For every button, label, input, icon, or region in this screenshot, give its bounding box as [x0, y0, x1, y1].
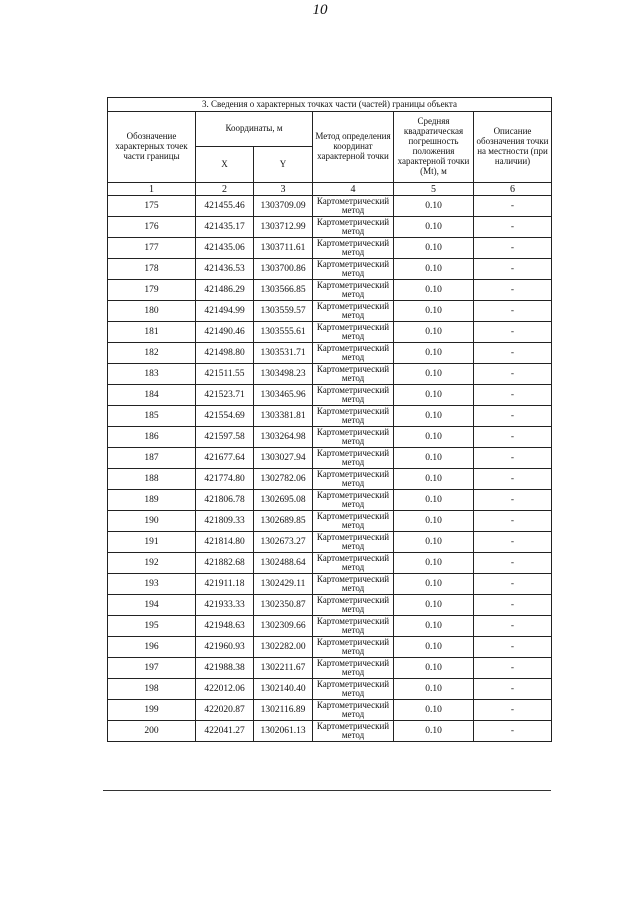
error-cell: 0.10	[394, 259, 474, 280]
point-cell: 182	[108, 343, 196, 364]
x-coordinate-cell: 421486.29	[196, 280, 254, 301]
error-cell: 0.10	[394, 343, 474, 364]
table-body	[108, 196, 552, 742]
point-cell: 190	[108, 511, 196, 532]
table-row	[108, 217, 552, 238]
column-numbers-row	[108, 183, 552, 196]
y-coordinate-cell: 1302488.64	[254, 553, 313, 574]
x-coordinate-cell: 421554.69	[196, 406, 254, 427]
error-cell: 0.10	[394, 490, 474, 511]
error-cell: 0.10	[394, 385, 474, 406]
method-cell: Картометрический метод	[313, 616, 394, 637]
description-cell: -	[474, 700, 552, 721]
y-coordinate-cell: 1303700.86	[254, 259, 313, 280]
y-coordinate-cell: 1302350.87	[254, 595, 313, 616]
method-cell: Картометрический метод	[313, 448, 394, 469]
y-coordinate-cell: 1302695.08	[254, 490, 313, 511]
column-number: 2	[196, 183, 254, 196]
x-coordinate-cell: 421436.53	[196, 259, 254, 280]
description-cell: -	[474, 280, 552, 301]
description-cell: -	[474, 616, 552, 637]
method-cell: Картометрический метод	[313, 196, 394, 217]
method-cell: Картометрический метод	[313, 511, 394, 532]
method-cell: Картометрический метод	[313, 637, 394, 658]
page-number: 10	[312, 2, 328, 18]
y-coordinate-cell: 1302673.27	[254, 532, 313, 553]
x-coordinate-cell: 421498.80	[196, 343, 254, 364]
method-cell: Картометрический метод	[313, 301, 394, 322]
x-coordinate-cell: 421933.33	[196, 595, 254, 616]
method-cell: Картометрический метод	[313, 385, 394, 406]
x-coordinate-cell: 421806.78	[196, 490, 254, 511]
x-coordinate-cell: 422020.87	[196, 700, 254, 721]
description-cell: -	[474, 259, 552, 280]
description-cell: -	[474, 385, 552, 406]
point-cell: 176	[108, 217, 196, 238]
table-row	[108, 511, 552, 532]
method-cell: Картометрический метод	[313, 427, 394, 448]
y-coordinate-cell: 1302689.85	[254, 511, 313, 532]
table-row	[108, 658, 552, 679]
table-row	[108, 553, 552, 574]
table-row	[108, 595, 552, 616]
point-cell: 193	[108, 574, 196, 595]
y-coordinate-cell: 1302309.66	[254, 616, 313, 637]
description-cell: -	[474, 301, 552, 322]
error-cell: 0.10	[394, 574, 474, 595]
point-cell: 196	[108, 637, 196, 658]
error-cell: 0.10	[394, 217, 474, 238]
y-coordinate-cell: 1303027.94	[254, 448, 313, 469]
point-cell: 192	[108, 553, 196, 574]
header-point-designation: Обозначение характерных точек части границы	[108, 112, 196, 183]
method-cell: Картометрический метод	[313, 574, 394, 595]
error-cell: 0.10	[394, 364, 474, 385]
y-coordinate-cell: 1303465.96	[254, 385, 313, 406]
y-coordinate-cell: 1303709.09	[254, 196, 313, 217]
method-cell: Картометрический метод	[313, 553, 394, 574]
y-coordinate-cell: 1303711.61	[254, 238, 313, 259]
error-cell: 0.10	[394, 658, 474, 679]
table-row	[108, 385, 552, 406]
column-number: 6	[474, 183, 552, 196]
y-coordinate-cell: 1302116.89	[254, 700, 313, 721]
point-cell: 181	[108, 322, 196, 343]
error-cell: 0.10	[394, 448, 474, 469]
table-row	[108, 700, 552, 721]
error-cell: 0.10	[394, 721, 474, 742]
table-row	[108, 490, 552, 511]
x-coordinate-cell: 421435.06	[196, 238, 254, 259]
point-cell: 198	[108, 679, 196, 700]
point-cell: 179	[108, 280, 196, 301]
error-cell: 0.10	[394, 427, 474, 448]
description-cell: -	[474, 490, 552, 511]
description-cell: -	[474, 511, 552, 532]
y-coordinate-cell: 1303712.99	[254, 217, 313, 238]
point-cell: 185	[108, 406, 196, 427]
y-coordinate-cell: 1303555.61	[254, 322, 313, 343]
x-coordinate-cell: 421490.46	[196, 322, 254, 343]
x-coordinate-cell: 421494.99	[196, 301, 254, 322]
boundary-points-table	[107, 97, 552, 742]
error-cell: 0.10	[394, 196, 474, 217]
point-cell: 194	[108, 595, 196, 616]
description-cell: -	[474, 595, 552, 616]
method-cell: Картометрический метод	[313, 364, 394, 385]
point-cell: 178	[108, 259, 196, 280]
point-cell: 177	[108, 238, 196, 259]
description-cell: -	[474, 427, 552, 448]
y-coordinate-cell: 1302140.40	[254, 679, 313, 700]
x-coordinate-cell: 422012.06	[196, 679, 254, 700]
x-coordinate-cell: 422041.27	[196, 721, 254, 742]
method-cell: Картометрический метод	[313, 406, 394, 427]
method-cell: Картометрический метод	[313, 238, 394, 259]
header-coordinates: Координаты, м	[196, 112, 313, 147]
table-row	[108, 469, 552, 490]
table-row	[108, 364, 552, 385]
error-cell: 0.10	[394, 511, 474, 532]
header-x: X	[196, 147, 254, 183]
error-cell: 0.10	[394, 301, 474, 322]
point-cell: 200	[108, 721, 196, 742]
table-row	[108, 721, 552, 742]
error-cell: 0.10	[394, 238, 474, 259]
error-cell: 0.10	[394, 406, 474, 427]
y-coordinate-cell: 1302282.00	[254, 637, 313, 658]
y-coordinate-cell: 1302061.13	[254, 721, 313, 742]
description-cell: -	[474, 574, 552, 595]
table-row	[108, 196, 552, 217]
table-row	[108, 343, 552, 364]
method-cell: Картометрический метод	[313, 532, 394, 553]
description-cell: -	[474, 658, 552, 679]
error-cell: 0.10	[394, 532, 474, 553]
error-cell: 0.10	[394, 595, 474, 616]
description-cell: -	[474, 196, 552, 217]
description-cell: -	[474, 238, 552, 259]
description-cell: -	[474, 448, 552, 469]
error-cell: 0.10	[394, 700, 474, 721]
point-cell: 189	[108, 490, 196, 511]
method-cell: Картометрический метод	[313, 343, 394, 364]
error-cell: 0.10	[394, 553, 474, 574]
table-row	[108, 574, 552, 595]
point-cell: 187	[108, 448, 196, 469]
table-row	[108, 637, 552, 658]
x-coordinate-cell: 421809.33	[196, 511, 254, 532]
point-cell: 184	[108, 385, 196, 406]
description-cell: -	[474, 721, 552, 742]
method-cell: Картометрический метод	[313, 679, 394, 700]
error-cell: 0.10	[394, 280, 474, 301]
x-coordinate-cell: 421911.18	[196, 574, 254, 595]
header-method: Метод определения координат характерной точки	[313, 112, 394, 183]
point-cell: 188	[108, 469, 196, 490]
column-number: 4	[313, 183, 394, 196]
y-coordinate-cell: 1303264.98	[254, 427, 313, 448]
x-coordinate-cell: 421960.93	[196, 637, 254, 658]
error-cell: 0.10	[394, 637, 474, 658]
y-coordinate-cell: 1303566.85	[254, 280, 313, 301]
description-cell: -	[474, 217, 552, 238]
description-cell: -	[474, 343, 552, 364]
table-row	[108, 532, 552, 553]
x-coordinate-cell: 421814.80	[196, 532, 254, 553]
error-cell: 0.10	[394, 469, 474, 490]
method-cell: Картометрический метод	[313, 721, 394, 742]
method-cell: Картометрический метод	[313, 658, 394, 679]
point-cell: 199	[108, 700, 196, 721]
column-number: 1	[108, 183, 196, 196]
table-row	[108, 679, 552, 700]
table-row	[108, 616, 552, 637]
method-cell: Картометрический метод	[313, 700, 394, 721]
x-coordinate-cell: 421511.55	[196, 364, 254, 385]
x-coordinate-cell: 421677.64	[196, 448, 254, 469]
error-cell: 0.10	[394, 679, 474, 700]
description-cell: -	[474, 406, 552, 427]
error-cell: 0.10	[394, 616, 474, 637]
y-coordinate-cell: 1302429.11	[254, 574, 313, 595]
point-cell: 180	[108, 301, 196, 322]
point-cell: 186	[108, 427, 196, 448]
table-row	[108, 322, 552, 343]
error-cell: 0.10	[394, 322, 474, 343]
header-y: Y	[254, 147, 313, 183]
x-coordinate-cell: 421523.71	[196, 385, 254, 406]
table-row	[108, 448, 552, 469]
point-cell: 183	[108, 364, 196, 385]
table-row	[108, 406, 552, 427]
x-coordinate-cell: 421882.68	[196, 553, 254, 574]
description-cell: -	[474, 679, 552, 700]
y-coordinate-cell: 1303381.81	[254, 406, 313, 427]
method-cell: Картометрический метод	[313, 490, 394, 511]
method-cell: Картометрический метод	[313, 280, 394, 301]
point-cell: 195	[108, 616, 196, 637]
table-row	[108, 259, 552, 280]
x-coordinate-cell: 421597.58	[196, 427, 254, 448]
point-cell: 191	[108, 532, 196, 553]
point-cell: 197	[108, 658, 196, 679]
table-caption: 3. Сведения о характерных точках части (частей) границы объекта	[108, 98, 552, 112]
description-cell: -	[474, 469, 552, 490]
y-coordinate-cell: 1302782.06	[254, 469, 313, 490]
y-coordinate-cell: 1303559.57	[254, 301, 313, 322]
point-cell: 175	[108, 196, 196, 217]
bottom-rule	[103, 790, 551, 791]
x-coordinate-cell: 421435.17	[196, 217, 254, 238]
description-cell: -	[474, 553, 552, 574]
x-coordinate-cell: 421988.38	[196, 658, 254, 679]
column-number: 3	[254, 183, 313, 196]
description-cell: -	[474, 364, 552, 385]
header-mean-square-error: Средняя квадратическая погрешность положения характерной точки (Mt), м	[394, 112, 474, 183]
method-cell: Картометрический метод	[313, 259, 394, 280]
x-coordinate-cell: 421455.46	[196, 196, 254, 217]
y-coordinate-cell: 1303498.23	[254, 364, 313, 385]
column-number: 5	[394, 183, 474, 196]
description-cell: -	[474, 532, 552, 553]
description-cell: -	[474, 637, 552, 658]
table-row	[108, 301, 552, 322]
x-coordinate-cell: 421948.63	[196, 616, 254, 637]
header-point-description: Описание обозначения точки на местности (при наличии)	[474, 112, 552, 183]
y-coordinate-cell: 1302211.67	[254, 658, 313, 679]
method-cell: Картометрический метод	[313, 595, 394, 616]
y-coordinate-cell: 1303531.71	[254, 343, 313, 364]
table-row	[108, 280, 552, 301]
method-cell: Картометрический метод	[313, 469, 394, 490]
x-coordinate-cell: 421774.80	[196, 469, 254, 490]
method-cell: Картометрический метод	[313, 322, 394, 343]
table-row	[108, 427, 552, 448]
method-cell: Картометрический метод	[313, 217, 394, 238]
description-cell: -	[474, 322, 552, 343]
table-row	[108, 238, 552, 259]
